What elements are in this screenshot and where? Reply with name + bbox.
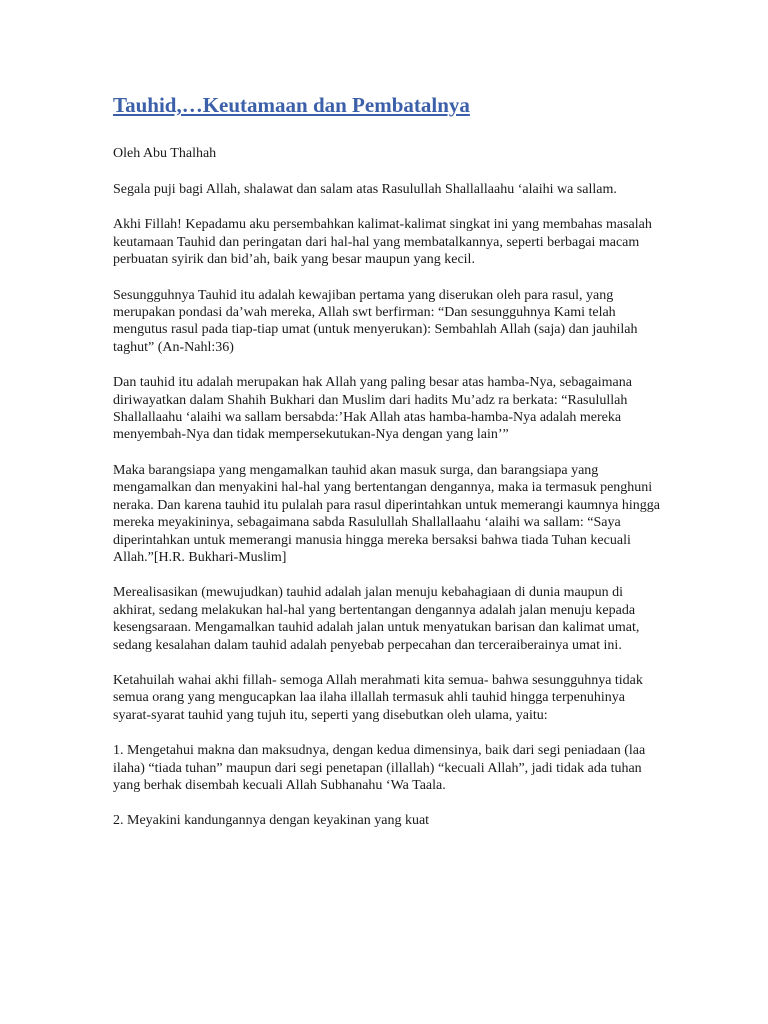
paragraph-right-of-allah: Dan tauhid itu adalah merupakan hak Allah yang paling besar atas hamba-Nya, sebagaimana diriwayatkan dalam Shahih Bukhari dan Muslim dari hadits Mu’adz ra berkata: “Rasulullah Shallallaahu ‘alaihi wa sallam bersabda:’Hak Allah atas hamba-hamba-Nya adalah mereka menyembah-Nya dan tidak mempersekutukan-Nya dengan yang lain’” — [113, 375, 632, 443]
paragraph-opening: Segala puji bagi Allah, shalawat dan salam atas Rasulullah Shallallaahu ‘alaihi wa sallam. — [113, 182, 617, 197]
paragraph-introduction: Akhi Fillah! Kepadamu aku persembahkan kalimat-kalimat singkat ini yang membahas masalah keutamaan Tauhid dan peringatan dari hal-hal yang membatalkannya, seperti berbagai macam perbuatan syirik dan bid’ah, baik yang besar maupun yang kecil. — [113, 217, 652, 268]
article-title[interactable]: Tauhid,…Keutamaan dan Pembatalnya — [113, 93, 470, 117]
list-item-condition-1: 1. Mengetahui makna dan maksudnya, dengan kedua dimensinya, baik dari segi peniadaan (laa ilaha) “tiada tuhan” maupun dari segi penetapan (illallah) “kecuali Allah”, jadi tidak ada tuhan yang berhak disembah kecuali Allah Subhanahu ‘Wa Taala. — [113, 743, 646, 793]
paragraph-paradise-hell: Maka barangsiapa yang mengamalkan tauhid akan masuk surga, dan barangsiapa yang mengamalkan dan menyakini hal-hal yang bertentangan dengannya, maka ia termasuk penghuni neraka. Dan karena tauhid itu pulalah para rasul diperintahkan untuk memerangi kaumnya hingga mereka meyakininya, sebagaimana sabda Rasulullah Shallallaahu ‘alaihi wa sallam: “Saya diperintahkan untuk memerangi manusia hingga mereka bersaksi bahwa tiada Tuhan kecuali Allah.”[H.R. Bukhari-Muslim] — [113, 462, 660, 565]
paragraph-realization: Merealisasikan (mewujudkan) tauhid adalah jalan menuju kebahagiaan di dunia maupun di akhirat, sedang melakukan hal-hal yang bertentangan dengannya adalah jalan menuju kepada kesengsaraan. Mengamalkan tauhid adalah jalan untuk menyatukan barisan dan kalimat umat, sedang kesalahan dalam tauhid adalah penyebab perpecahan dan terceraiberainya umat ini. — [113, 585, 640, 653]
document-page — [113, 91, 661, 848]
article-author: Oleh Abu Thalhah — [113, 146, 217, 161]
paragraph-first-obligation: Sesungguhnya Tauhid itu adalah kewajiban pertama yang diserukan oleh para rasul, yang merupakan pondasi da’wah mereka, Allah swt berfirman: “Dan sesungguhnya Kami telah mengutus rasul pada tiap-tiap umat (untuk menyerukan): Sembahlah Allah (saja) dan jauhilah taghut” (An-Nahl:36) — [113, 287, 638, 355]
paragraph-conditions-intro: Ketahuilah wahai akhi fillah- semoga Allah merahmati kita semua- bahwa sesungguhnya tidak semua orang yang mengucapkan laa ilaha illallah termasuk ahli tauhid hingga terpenuhinya syarat-syarat tauhid yang tujuh itu, seperti yang disebutkan oleh ulama, yaitu: — [113, 672, 643, 723]
list-item-condition-2: 2. Meyakini kandungannya dengan keyakinan yang kuat — [113, 813, 430, 829]
